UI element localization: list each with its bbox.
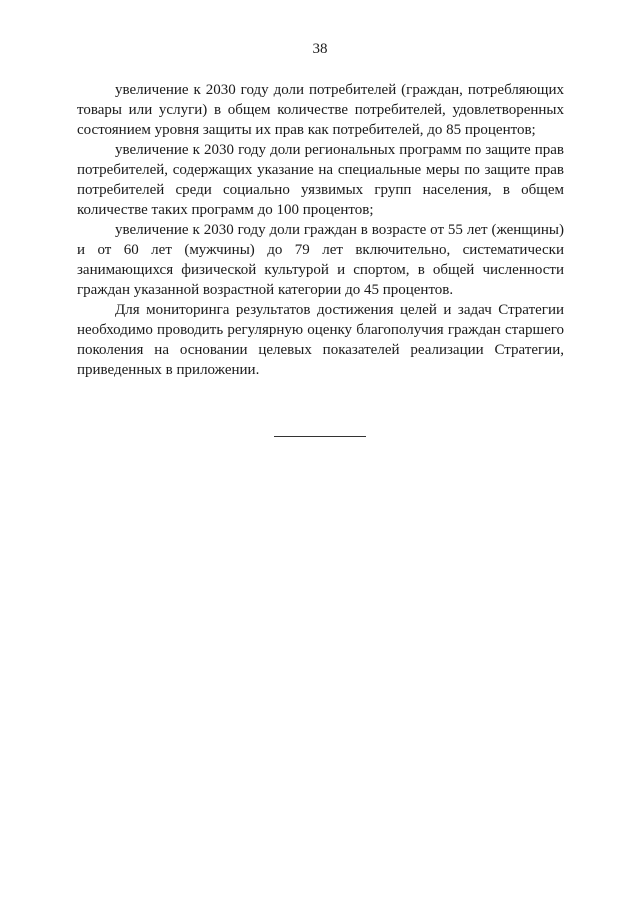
paragraph-consumer-protection-satisfaction: увеличение к 2030 году доли потребителей (граждан, потребляющих товары или услуги) в общем количестве потребителей, удовлетворенных состоянием уровня защиты их прав как потребителей, до 85 процентов; [77,82,564,138]
paragraph-regional-programs: увеличение к 2030 году доли региональных программ по защите прав потребителей, содержащих указание на специальные меры по защите прав потребителей среди социально уязвимых групп населения, в общем количестве таких программ до 100 процентов; [77,142,564,218]
end-of-text-separator [274,436,366,437]
page-number: 38 [312,41,328,57]
paragraph-monitoring: Для мониторинга результатов достижения целей и задач Стратегии необходимо проводить регулярную оценку благополучия граждан старшего поколения на основании целевых показателей реализации Стратегии, приведенных в приложении. [77,302,564,378]
paragraph-physical-activity: увеличение к 2030 году доли граждан в возрасте от 55 лет (женщины) и от 60 лет (мужчины) до 79 лет включительно, систематически занимающихся физической культурой и спортом, в общей численности граждан указанной возрастной категории до 45 процентов. [77,222,564,298]
document-body [77,80,564,380]
